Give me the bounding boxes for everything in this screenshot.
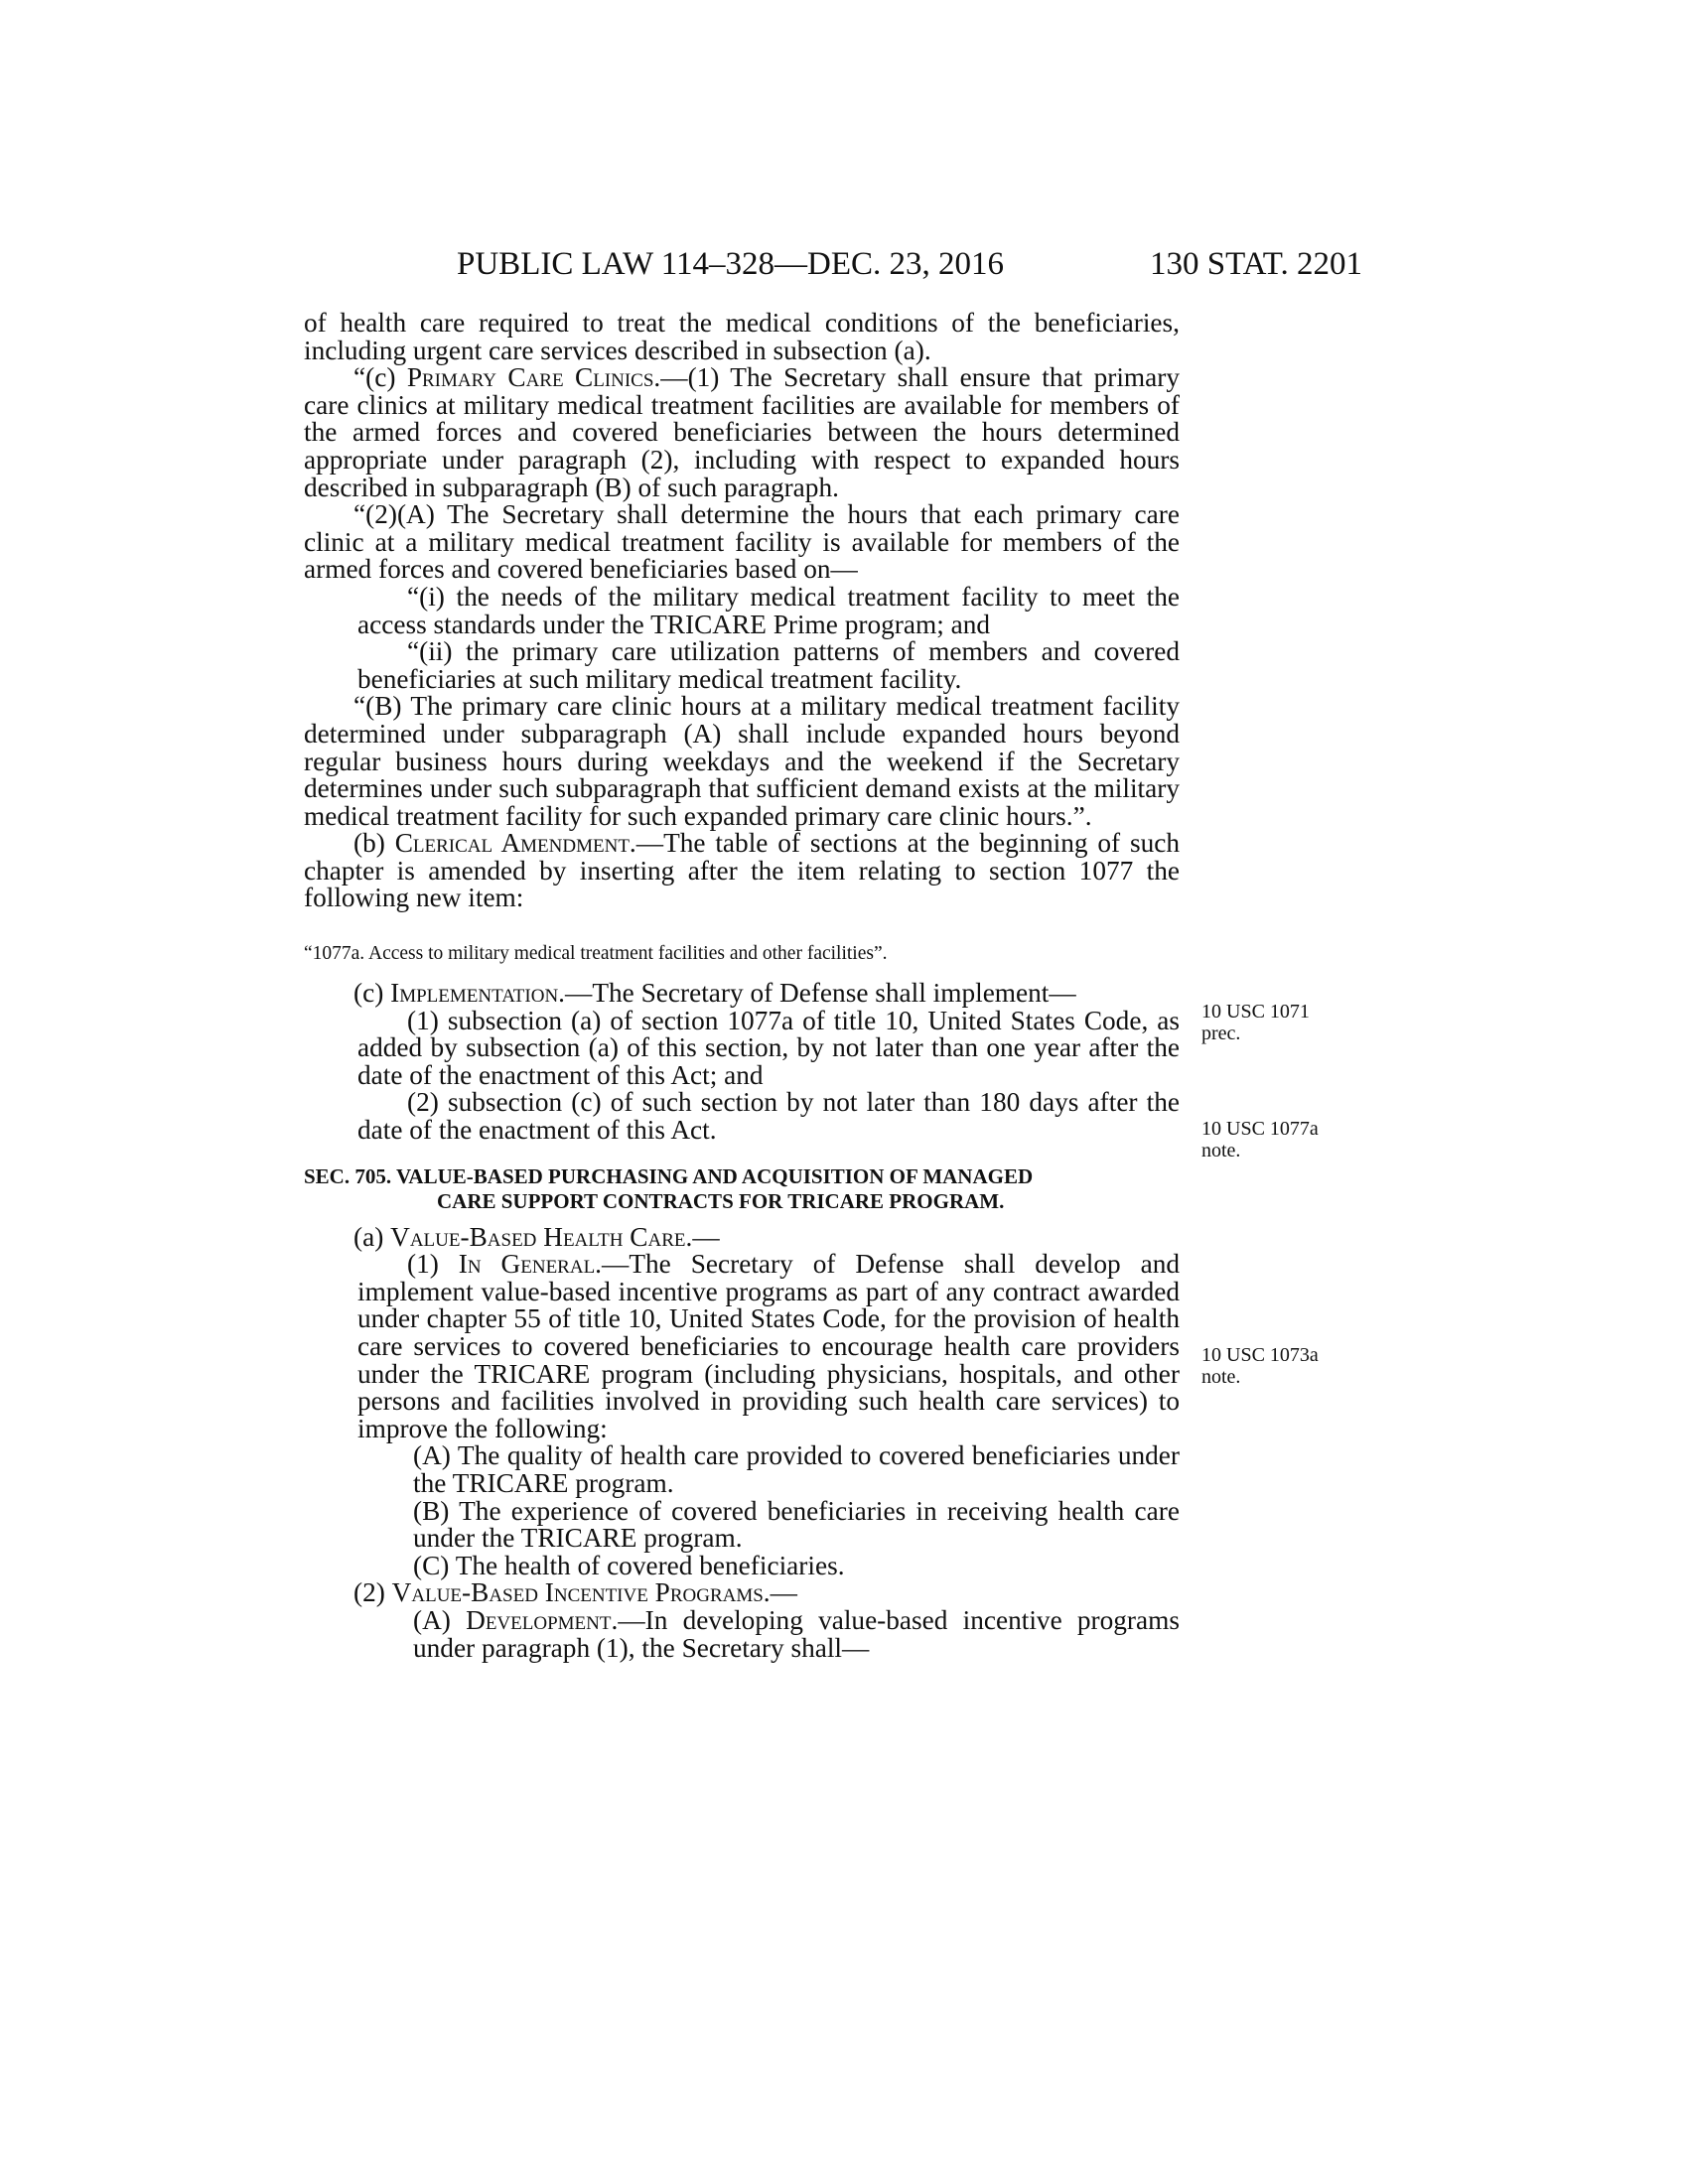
paragraph-item-2: (2) subsection (c) of such section by not later than 180 days after the date of the enactment of this Act. [357,1087,1180,1146]
section-heading: Value-Based Health Care. [390,1221,693,1252]
paragraph: “(2)(A) The Secretary shall determine the hours that each primary care clinic at a military medical treatment facility is available for members of the armed forces and covered beneficiaries based on— [304,499,1180,585]
section-heading: Clerical Amendment. [394,828,636,859]
page-header [0,246,1688,286]
section-heading: In General. [458,1249,603,1280]
paragraph: “(B) The primary care clinic hours at a military medical treatment facility determined under subparagraph (A) shall include expanded hours beyond regular business hours during weekdays and the weekend if the Secretary determines under such subparagraph that sufficient demand exists at the military medical treatment facility for such expanded primary care clinic hours.”. [304,691,1180,831]
subparagraph-a: (A) The quality of health care provided to covered beneficiaries under the TRICARE program. [413,1440,1180,1498]
margin-note-usc-1071: 10 USC 1071 prec. [1201,1001,1310,1044]
section-heading: Implementation. [390,978,566,1009]
subparagraph-c: (C) The health of covered beneficiaries. [413,1550,845,1580]
paragraph: of health care required to treat the medical conditions of the beneficiaries, including urgent care services described in subsection (a). [304,308,1180,365]
public-law-citation: PUBLIC LAW 114–328—DEC. 23, 2016 [457,246,1005,282]
paragraph-primary-care-clinics: “(c) Primary Care Clinics.—(1) The Secretary shall ensure that primary care clinics at military medical treatment facilities are available for members of the armed forces and covered beneficiaries between the hours determined appropriate under paragraph (2), including with respect to expanded hours described in subparagraph (B) of such paragraph. [304,362,1180,502]
section-heading: Value-Based Incentive Programs. [391,1577,771,1608]
paragraph-in-general: (1) In General.—The Secretary of Defense shall develop and implement value-based incentive programs as part of any contract awarded under chapter 55 of title 10, United States Code, for the provision of health care services to covered beneficiaries to encourage health care providers under the TRICARE program (including physicians, hospitals, and other persons and facilities involved in providing such health care services) to improve the following: [357,1249,1181,1443]
table-of-sections-item: “1077a. Access to military medical treatment facilities and other facilities”. [304,943,888,965]
subparagraph-development: (A) Development.—In developing value-based incentive programs under paragraph (1), the Secretary shall— [413,1604,1180,1663]
clause-i: “(i) the needs of the military medical treatment facility to meet the access standards under the TRICARE Prime program; and [357,581,1180,639]
paragraph-item-1: (1) subsection (a) of section 1077a of title 10, United States Code, as added by subsection (a) of this section, by not later than one year after the date of the enactment of this Act; and [357,1005,1180,1090]
paragraph-value-based-incentive-programs: (2) Value-Based Incentive Programs.— [353,1577,797,1608]
subparagraph-b: (B) The experience of covered beneficiaries in receiving health care under the TRICARE program. [413,1495,1180,1554]
statute-page-number: 130 STAT. 2201 [1150,246,1363,282]
document-body [304,310,1180,1662]
paragraph-clerical-amendment: (b) Clerical Amendment.—The table of sections at the beginning of such chapter is amended by inserting after the item relating to section 1077 the following new item: [304,828,1181,913]
margin-note-usc-1073a: 10 USC 1073a note. [1201,1344,1319,1388]
clause-ii: “(ii) the primary care utilization patterns of members and covered beneficiaries at such military medical treatment facility. [357,636,1180,694]
section-heading: Primary Care Clinics. [406,362,661,393]
paragraph-value-based-health-care: (a) Value-Based Health Care.— [353,1221,720,1252]
margin-note-usc-1077a: 10 USC 1077a note. [1201,1118,1319,1161]
section-heading: Development. [466,1604,619,1635]
paragraph-implementation: (c) Implementation.—The Secretary of Defense shall implement— [353,978,1076,1009]
section-title: SEC. 705. VALUE-BASED PURCHASING AND ACQUISITION OF MANAGED CARE SUPPORT CONTRACTS FOR TRICARE PROGRAM. [304,1163,1034,1213]
